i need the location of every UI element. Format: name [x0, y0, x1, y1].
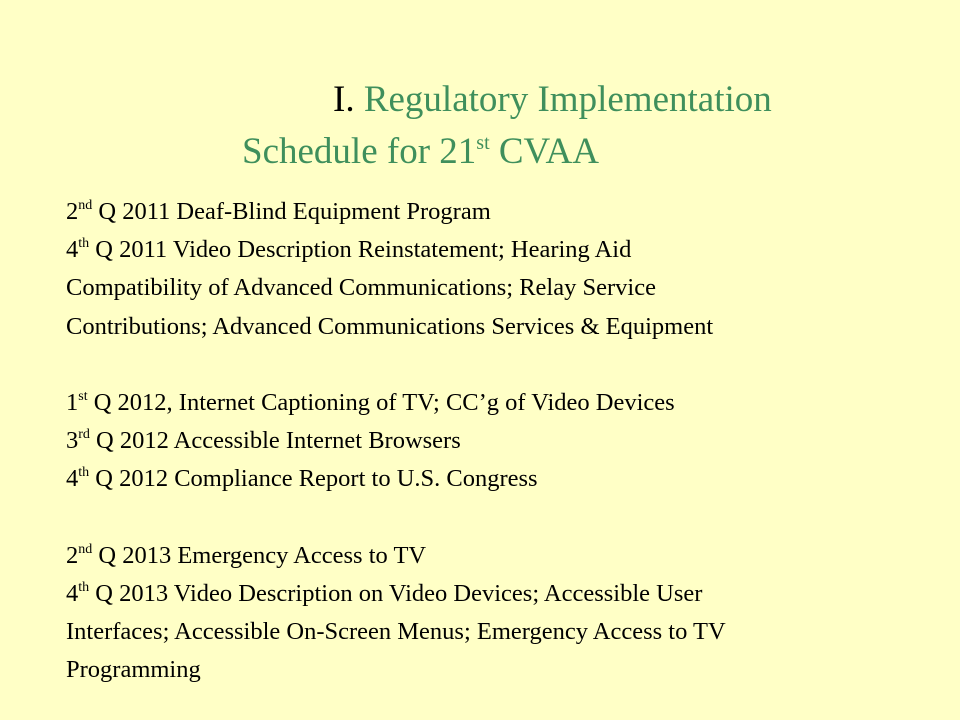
schedule-text: Q 2012 Compliance Report to U.S. Congress: [89, 465, 538, 493]
schedule-line: [66, 269, 946, 307]
ordinal-suffix: nd: [78, 198, 93, 213]
quarter-number: 2: [66, 541, 79, 569]
schedule-text: Q 2012, Internet Captioning of TV; CC’g of Video Devices: [87, 388, 675, 416]
ordinal-suffix: rd: [78, 427, 90, 443]
schedule-text: Contributions; Advanced Communications Services & Equipment: [66, 312, 714, 340]
schedule-text: Compatibility of Advanced Communications; Relay Service: [66, 274, 656, 302]
schedule-list: [66, 193, 946, 689]
ordinal-suffix: nd: [78, 541, 93, 557]
ordinal-suffix: th: [78, 236, 90, 252]
schedule-line: [66, 308, 946, 346]
schedule-text: Q 2013 Emergency Access to TV: [92, 541, 427, 569]
title-roman-numeral: I.: [333, 79, 355, 120]
schedule-line: [66, 460, 946, 498]
quarter-number: 3: [66, 427, 79, 455]
schedule-text: Q 2013 Video Description on Video Devices; Accessible User: [89, 579, 703, 607]
schedule-text: Interfaces; Accessible On-Screen Menus; Emergency Access to TV: [66, 618, 726, 646]
ordinal-suffix: th: [78, 579, 90, 595]
quarter-number: 2: [66, 198, 79, 225]
schedule-line: [66, 193, 946, 231]
title-line-1: [333, 78, 772, 122]
quarter-number: 1: [66, 388, 79, 416]
schedule-line: [66, 537, 946, 575]
title-superscript: st: [476, 132, 490, 154]
schedule-line: [66, 384, 946, 422]
title-text-line-1: Regulatory Implementation: [363, 79, 772, 120]
schedule-text: Programming: [66, 656, 201, 684]
ordinal-suffix: st: [78, 388, 88, 404]
schedule-line: [66, 613, 946, 651]
blank-line: [66, 346, 946, 384]
schedule-line: [66, 651, 946, 689]
schedule-text: Q 2011 Deaf-Blind Equipment Program: [92, 198, 491, 225]
schedule-text: Q 2012 Accessible Internet Browsers: [89, 427, 461, 455]
schedule-line: [66, 422, 946, 460]
title-line-2: [242, 130, 599, 174]
blank-line: [66, 499, 946, 537]
schedule-line: [66, 575, 946, 613]
ordinal-suffix: th: [78, 465, 90, 481]
quarter-number: 4: [66, 236, 79, 264]
schedule-line: [66, 231, 946, 269]
quarter-number: 4: [66, 465, 79, 493]
title-text-line-2-pre: Schedule for 21: [242, 131, 477, 172]
schedule-text: Q 2011 Video Description Reinstatement; Hearing Aid: [89, 236, 632, 264]
quarter-number: 4: [66, 579, 79, 607]
title-text-line-2-post: CVAA: [498, 131, 599, 172]
